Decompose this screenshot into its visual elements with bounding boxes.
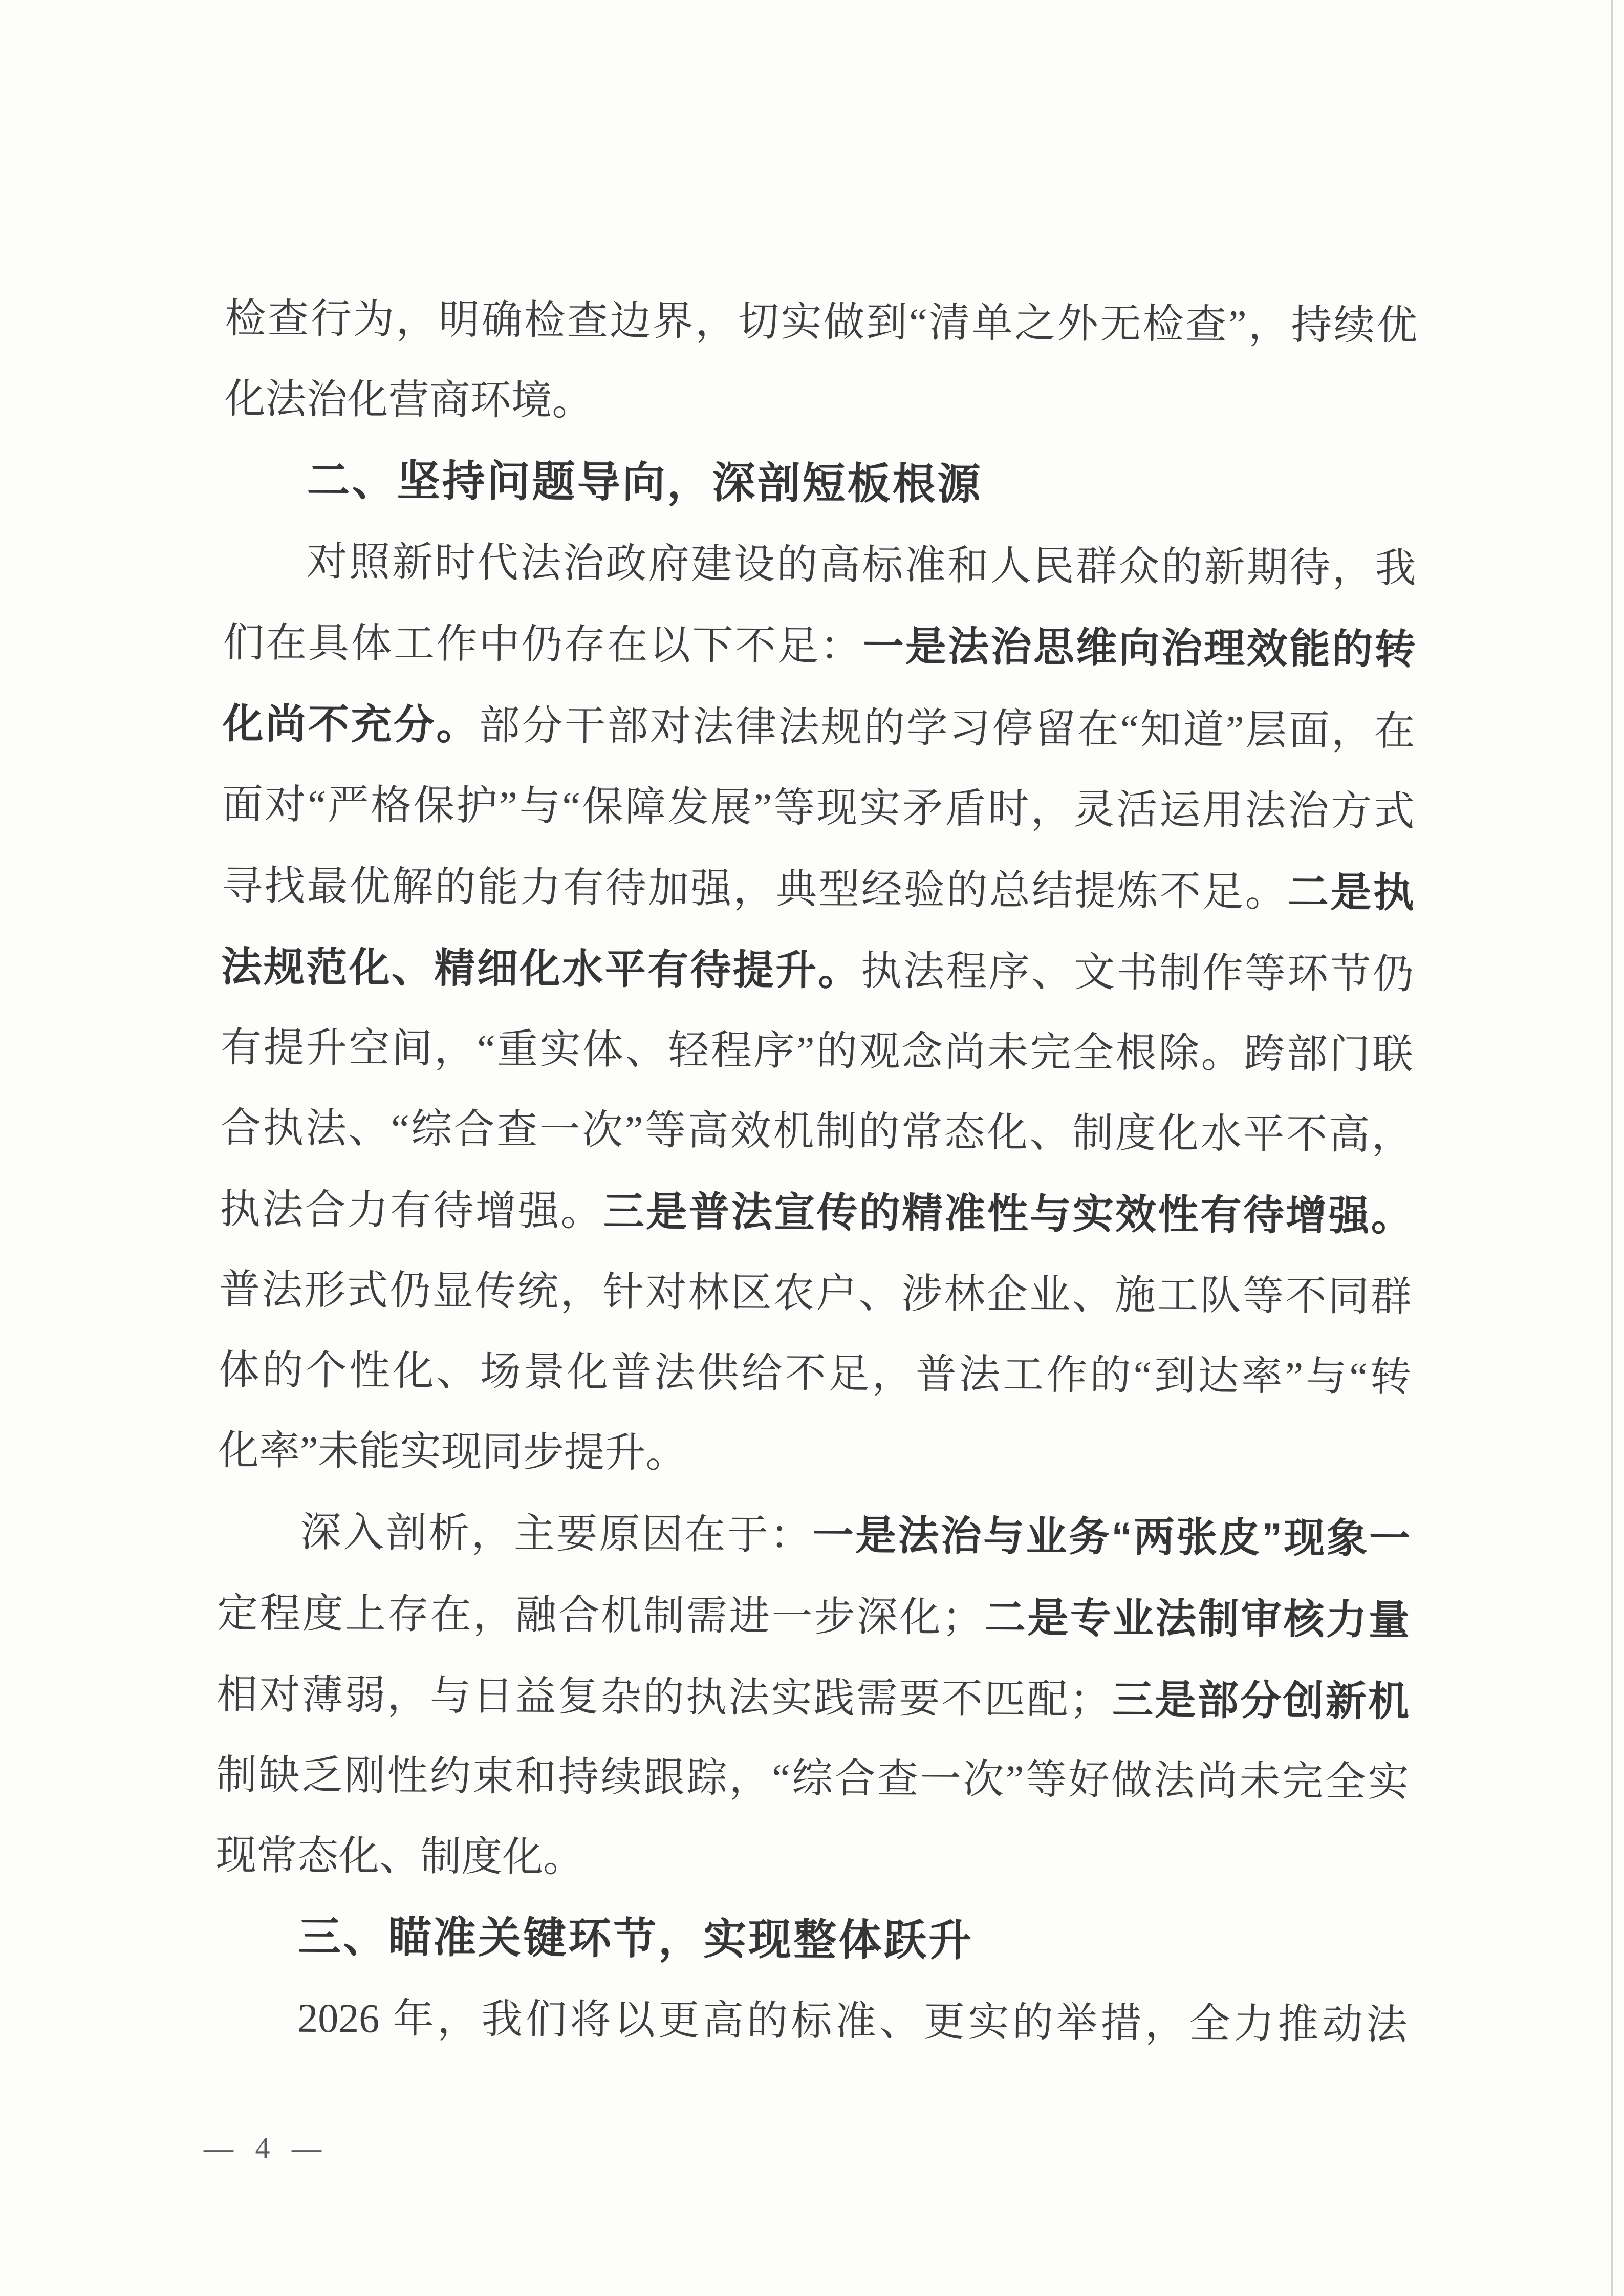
bold-text-run: 二、坚持问题导向，深剖短板根源 <box>307 456 983 508</box>
text-run: 定程度上存在，融合机制需进一步深化； <box>216 1591 984 1641</box>
bold-text-run: 三、瞄准关键环节，实现整体跃升 <box>297 1912 974 1965</box>
text-line <box>224 359 1417 447</box>
text-run: 2026 年，我们将以更高的标准、更实的举措，全力推动法 <box>297 1995 1408 2048</box>
text-line <box>216 1735 1409 1823</box>
text-line <box>225 279 1418 367</box>
text-line <box>222 683 1415 772</box>
heading-line <box>215 1896 1408 1985</box>
document-text-block <box>214 279 1418 2066</box>
bold-text-run: 三是部分创新机 <box>1110 1677 1410 1725</box>
text-run: 普法形式仍显传统，针对林区农户、涉林企业、施工队等不同群 <box>219 1267 1412 1320</box>
text-run: 寻找最优解的能力有待加强，典型经验的总结提炼不足。 <box>221 863 1288 915</box>
bold-text-run: 二是专业法制审核力量 <box>983 1594 1410 1643</box>
text-line <box>219 1169 1412 1257</box>
text-line <box>217 1573 1410 1661</box>
text-run: 现常态化、制度化。 <box>215 1833 584 1881</box>
bold-text-run: 二是执 <box>1287 869 1415 916</box>
text-line <box>219 1331 1412 1418</box>
text-run: 执法程序、文书制作等环节仍 <box>860 949 1414 998</box>
text-line <box>219 1250 1412 1338</box>
bold-text-run: 一是法治与业务“两张皮”现象一 <box>812 1512 1411 1562</box>
text-line <box>218 1411 1411 1498</box>
text-run: 面对“严格保护”与“保障发展”等现实矛盾时，灵活运用法治方式 <box>222 782 1415 835</box>
page-number: — 4 — <box>204 2131 329 2164</box>
text-run: 合执法、“综合查一次”等高效机制的常态化、制度化水平不高， <box>220 1105 1413 1158</box>
text-line <box>220 1008 1413 1096</box>
scan-edge-artifact <box>1611 0 1613 2296</box>
text-line <box>223 602 1416 691</box>
bold-text-run: 三是普法宣传的精准性与实效性有待增强。 <box>603 1188 1413 1239</box>
heading-line <box>224 440 1417 529</box>
text-run: 有提升空间，“重实体、轻程序”的观念尚未完全根除。跨部门联 <box>220 1025 1414 1078</box>
bold-text-run: 法规范化、精细化水平有待提升。 <box>221 943 861 994</box>
text-line <box>218 1491 1411 1580</box>
text-run: 深入剖析，主要原因在于： <box>300 1510 813 1558</box>
text-run: 检查行为，明确检查边界，切实做到“清单之外无检查”，持续优 <box>225 296 1418 349</box>
text-line <box>214 1978 1408 2066</box>
text-run: 体的个性化、场景化普法供给不足，普法工作的“到达率”与“转 <box>218 1347 1412 1401</box>
text-run: 相对薄弱，与日益复杂的执法实践需要不匹配； <box>216 1672 1111 1723</box>
text-line <box>221 845 1414 934</box>
text-run: 们在具体工作中仍存在以下不足： <box>223 620 863 670</box>
text-run: 部分干部对法律法规的学习停留在“知道”层面，在 <box>479 703 1415 755</box>
text-run: 执法合力有待增强。 <box>219 1187 604 1235</box>
text-line <box>215 1816 1409 1903</box>
bold-text-run: 一是法治思维向治理效能的转 <box>862 623 1416 673</box>
text-run: 对照新时代法治政府建设的高标准和人民群众的新期待，我 <box>306 539 1416 592</box>
text-run: 化法治化营商环境。 <box>224 376 593 424</box>
text-line <box>223 522 1416 609</box>
text-run: 制缺乏刚性约束和持续跟踪，“综合查一次”等好做法尚未完全实 <box>215 1752 1409 1806</box>
text-line <box>221 927 1414 1015</box>
bold-text-run: 化尚不充分。 <box>222 700 480 748</box>
text-line <box>222 765 1415 852</box>
text-run: 化率”未能实现同步提升。 <box>218 1428 687 1476</box>
text-line <box>220 1088 1413 1176</box>
text-line <box>216 1654 1410 1743</box>
